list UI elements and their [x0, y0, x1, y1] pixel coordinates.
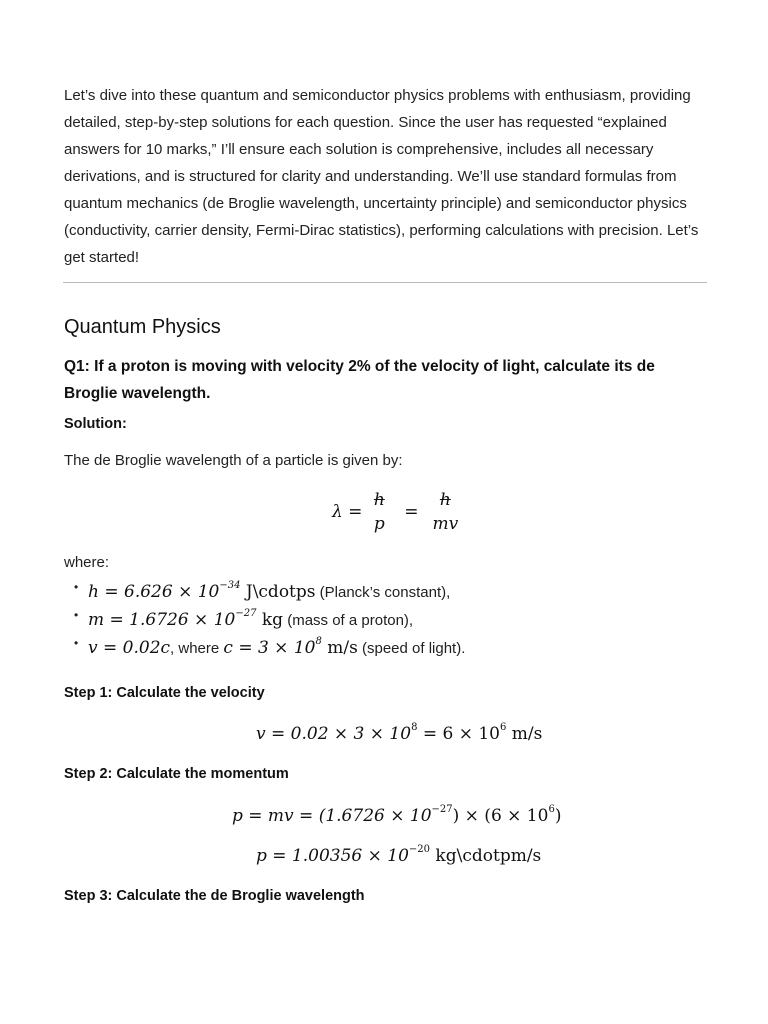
formula-lhs: λ = [332, 502, 363, 522]
fraction-denominator: p [373, 514, 385, 534]
step2-label: Step 2: Calculate the momentum [64, 766, 289, 782]
formula-de-broglie [332, 488, 459, 536]
where-label: where: [64, 554, 110, 571]
bullet-icon: • [74, 580, 79, 594]
solution-intro: The de Broglie wavelength of a particle is given by: [64, 452, 403, 469]
step3-label: Step 3: Calculate the de Broglie wavelength [64, 888, 365, 904]
fraction-numerator: h [439, 490, 451, 510]
equation-momentum: p = mv = $(1.6726 \times 10^{-27}) \times (6 \times 10^6)$ [232, 804, 562, 826]
intro-paragraph: Let’s dive into these quantum and semiconductor physics problems with enthusiasm, providing detailed, step-by-step solutions for each question. Since the user has requested “explained answers for 10 marks,” I’ll ensure each solution is comprehensive, includes all necessary derivations, and is structured for clarity and understanding. We’ll use standard formulas from quantum mechanics (de Broglie wavelength, uncertainty principle) and semiconductor physics (conductivity, carrier density, Fermi-Dirac statistics), performing calculations with precision. Let’s get started! [64, 87, 699, 266]
fraction-numerator: h [373, 490, 385, 510]
horizontal-divider [63, 282, 707, 283]
math-velocity: v = 0.02c [88, 638, 171, 658]
math-speed-of-light: $c = 3 \times 10^8$ m/s [223, 636, 358, 658]
bullet-icon: • [74, 608, 79, 622]
bullet-text: (speed of light). [357, 640, 466, 657]
fraction-h-over-mv [432, 488, 459, 536]
fraction-denominator: mv [432, 514, 459, 534]
document-body [64, 82, 706, 904]
math-planck: $h = 6.626 \times 10^{-34}$ J\cdotps [88, 580, 316, 602]
formula-equals: = [404, 502, 419, 522]
step1-label: Step 1: Calculate the velocity [64, 685, 265, 701]
bullet-icon: • [74, 636, 79, 650]
question-q1: Q1: If a proton is moving with velocity 2% of the velocity of light, calculate its de Broglie wavelength. [64, 358, 655, 402]
bullet-text: (Planck’s constant), [315, 584, 451, 601]
fraction-h-over-p [374, 488, 385, 536]
math-proton-mass: $m = 1.6726 \times 10^{-27}$ kg [88, 608, 284, 630]
equation-momentum-result: $p = 1.00356 \times 10^{-20}$ kg\cdotpm/s [256, 844, 542, 866]
section-title: Quantum Physics [64, 316, 221, 338]
bullet-text: , where [170, 640, 224, 657]
solution-label: Solution: [64, 416, 127, 432]
bullet-text: (mass of a proton), [283, 612, 414, 629]
equation-velocity: $v = 0.02 \times 3 \times 10^8 = 6 \times 10^6$ m/s [256, 722, 543, 744]
